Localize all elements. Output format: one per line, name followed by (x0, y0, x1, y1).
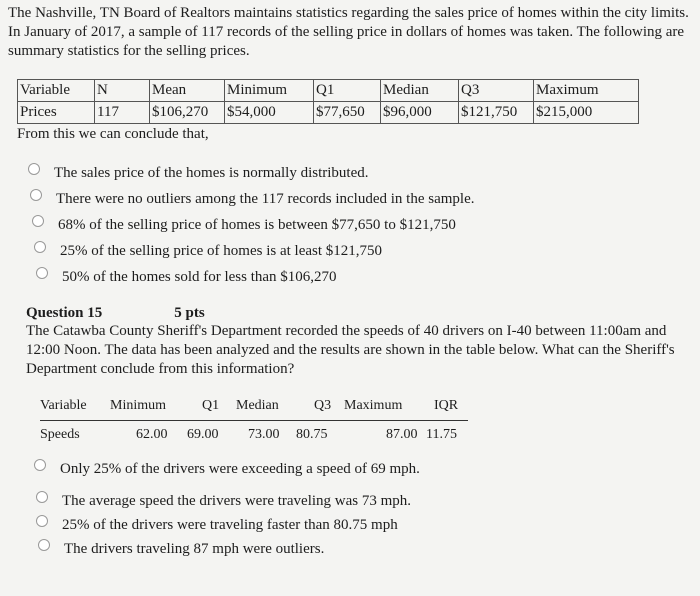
table-cell: $121,750 (459, 102, 534, 124)
option-label: 68% of the selling price of homes is between $77,650 to $121,750 (58, 217, 456, 233)
q15-prompt: The Catawba County Sheriff's Department recorded the speeds of 40 drivers on I-40 between 11:00am and 12:00 Noon. The data has been analyzed and the results are shown in the table below. What can the Sheriff's Department conclude from this information? (26, 323, 675, 377)
radio-button[interactable] (32, 215, 44, 227)
q14-option-1[interactable] (28, 164, 369, 182)
question-header (26, 304, 326, 323)
option-label: The drivers traveling 87 mph were outliers. (64, 541, 325, 557)
table-header-cell: Variable (40, 398, 87, 413)
table-header-cell: Mean (150, 80, 225, 102)
radio-button[interactable] (34, 241, 46, 253)
radio-button[interactable] (34, 459, 46, 471)
table-cell: $77,650 (314, 102, 381, 124)
table-header-cell: Median (236, 398, 279, 413)
table-cell: 73.00 (248, 427, 280, 442)
radio-button[interactable] (36, 515, 48, 527)
table-cell: 62.00 (136, 427, 168, 442)
q14-summary-table (17, 79, 639, 124)
table-header-cell: N (95, 80, 150, 102)
table-cell: 11.75 (426, 427, 457, 442)
q15-option-2[interactable] (36, 492, 411, 510)
table-cell: 87.00 (386, 427, 418, 442)
table-header-cell: Minimum (110, 398, 167, 413)
table-header-cell: Q3 (314, 398, 332, 413)
table-cell: Speeds (40, 427, 80, 442)
option-label: 25% of the selling price of homes is at least $121,750 (60, 243, 383, 259)
table-row (18, 102, 639, 124)
option-label: Only 25% of the drivers were exceeding a speed of 69 mph. (60, 461, 420, 477)
q14-prompt: The Nashville, TN Board of Realtors maintains statistics regarding the sales price of homes within the city limits. In January of 2017, a sample of 117 records of the selling price in dollars of homes was taken. The following are summary statistics for the selling prices. (8, 5, 689, 59)
table-header-cell: Minimum (225, 80, 314, 102)
q14-option-3[interactable] (32, 216, 456, 234)
question-points: 5 pts (174, 305, 205, 321)
question-title: Question 15 (26, 305, 103, 321)
table-header-cell: Maximum (344, 398, 403, 413)
option-label: There were no outliers among the 117 records included in the sample. (56, 191, 475, 207)
option-label: The average speed the drivers were traveling was 73 mph. (62, 493, 412, 509)
table-header-cell: Maximum (534, 80, 639, 102)
table-cell: 117 (95, 102, 150, 124)
radio-button[interactable] (36, 267, 48, 279)
table-header-cell: IQR (434, 398, 459, 413)
q14-option-4[interactable] (34, 242, 382, 260)
option-label: 25% of the drivers were traveling faster than 80.75 mph (62, 517, 398, 533)
table-cell: $106,270 (150, 102, 225, 124)
table-cell: $96,000 (381, 102, 459, 124)
table-cell: 69.00 (187, 427, 219, 442)
table-cell: $215,000 (534, 102, 639, 124)
table-header-cell: Q1 (314, 80, 381, 102)
radio-button[interactable] (28, 163, 40, 175)
table-header-cell: Variable (18, 80, 95, 102)
radio-button[interactable] (30, 189, 42, 201)
q15-option-1[interactable] (34, 460, 420, 478)
q14-option-5[interactable] (36, 268, 337, 286)
table-row (40, 427, 468, 449)
q14-option-2[interactable] (30, 190, 474, 208)
table-header-cell: Q1 (202, 398, 220, 413)
table-header-row (40, 398, 468, 421)
table-header-cell: Median (381, 80, 459, 102)
q14-conclude-text: From this we can conclude that, (17, 126, 209, 142)
table-cell: Prices (18, 102, 95, 124)
option-label: 50% of the homes sold for less than $106,270 (62, 269, 337, 285)
q15-option-4[interactable] (38, 540, 324, 558)
table-header-cell: Q3 (459, 80, 534, 102)
table-cell: 80.75 (296, 427, 328, 442)
q15-option-3[interactable] (36, 516, 398, 534)
radio-button[interactable] (36, 491, 48, 503)
table-header-row (18, 80, 639, 102)
radio-button[interactable] (38, 539, 50, 551)
q15-summary-table (40, 398, 468, 449)
table-cell: $54,000 (225, 102, 314, 124)
option-label: The sales price of the homes is normally distributed. (54, 165, 369, 181)
